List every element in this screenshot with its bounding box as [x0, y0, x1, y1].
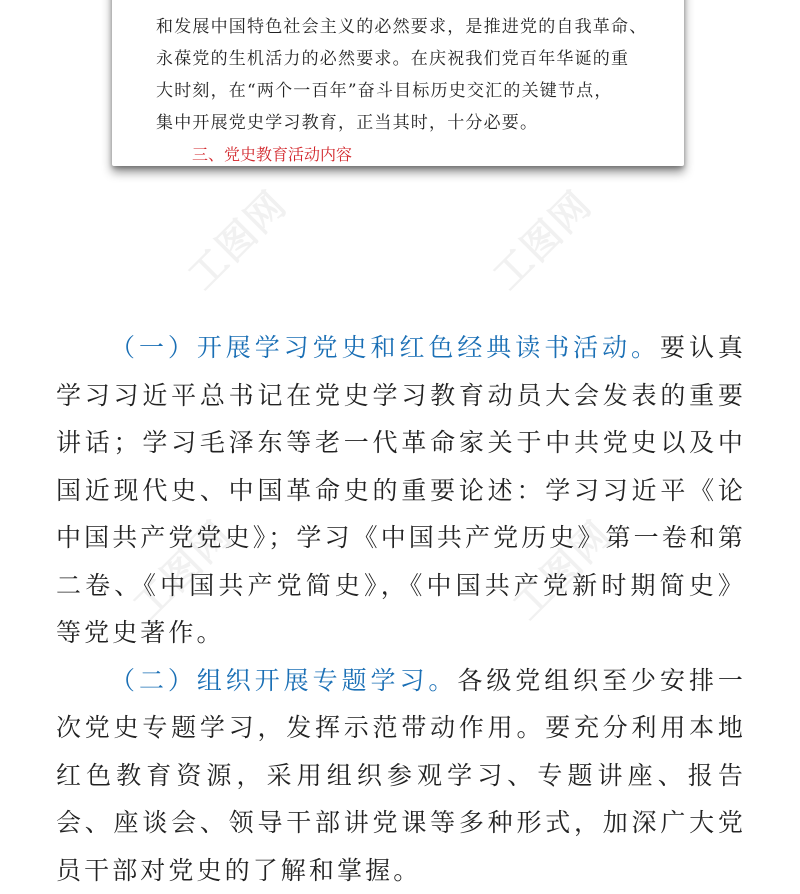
paragraph-heading: （二）组织开展专题学习。: [110, 666, 457, 695]
watermark: 工图网: [173, 176, 297, 300]
watermark: 工图网: [478, 176, 602, 300]
document-card: [112, 0, 684, 166]
card-line: 永葆党的生机活力的必然要求。在庆祝我们党百年华诞的重: [156, 44, 629, 69]
paragraph-text: 要认真学习习近平总书记在党史学习教育动员大会发表的重要讲话；学习毛泽东等老一代革命家关于中共党史以及中国近现代史、中国革命史的重要论述：学习习近平《论中国共产党党史》；学习《中国共产党历史》第一卷和第二卷、《中国共产党简史》，《中国共产党新时期简史》等党史著作。: [56, 333, 746, 647]
paragraph: [56, 324, 746, 657]
watermark: 工图网: [498, 506, 622, 630]
paragraph: [56, 657, 746, 894]
paragraph-heading: （一）开展学习党史和红色经典读书活动。: [110, 333, 660, 362]
section-heading: 三、党史教育活动内容: [192, 142, 352, 165]
card-line: 和发展中国特色社会主义的必然要求，是推进党的自我革命、: [156, 12, 647, 37]
document-body: [56, 324, 746, 894]
paragraph-text: 各级党组织至少安排一次党史专题学习，发挥示范带动作用。要充分利用本地红色教育资源，采用组织参观学习、专题讲座、报告会、座谈会、领导干部讲党课等多种形式，加深广大党员干部对党史的了解和掌握。: [56, 666, 746, 885]
watermark: 工图网: [118, 506, 242, 630]
card-line: 大时刻，在“两个一百年”奋斗目标历史交汇的关键节点，: [156, 76, 613, 101]
card-line: 集中开展党史学习教育，正当其时，十分必要。: [156, 108, 538, 133]
